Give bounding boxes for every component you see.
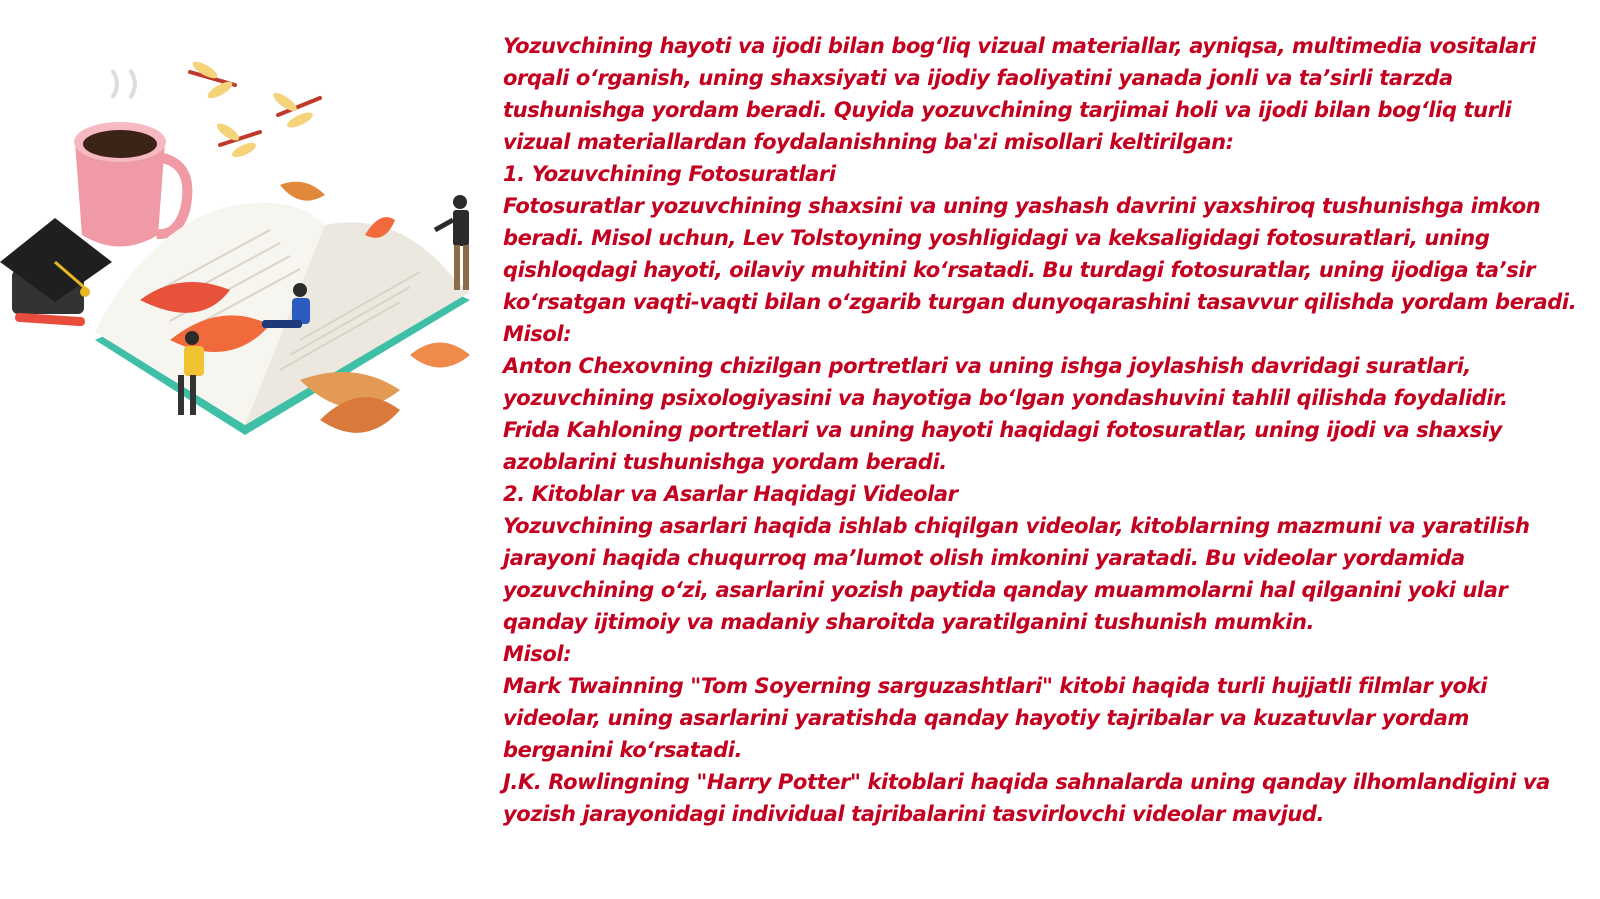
dragonfly-icon: [271, 90, 320, 131]
example-label: Misol:: [503, 642, 572, 666]
photos-paragraph: Fotosuratlar yozuvchining shaxsini va uning yashash davrini yaxshiroq tushunishga imkon beradi. Misol uchun, Lev Tolstoyning yoshligidagi va keksaligidagi fotosuratlari, uning qishloqdagi hayoti, oilaviy muhitini koʻrsatadi. Bu turdagi fotosuratlar, uning ijodiga taʼsir koʻrsatgan vaqti-vaqti bilan oʻzgarib turgan dunyoqarashini tasavvur qilishda yordam beradi.: [503, 194, 1577, 314]
example-rowling: J.K. Rowlingning "Harry Potter" kitoblari haqida sahnalarda uning qanday ilhomlandigini va yozish jarayonidagi individual tajribalarini tasvirlovchi videolar mavjud.: [503, 770, 1550, 826]
section-heading-videos: 2. Kitoblar va Asarlar Haqidagi Videolar: [503, 482, 958, 506]
slide-text: [503, 30, 1583, 830]
example-twain: Mark Twainning "Tom Soyerning sarguzashtlari" kitobi haqida turli hujjatli filmlar yoki videolar, uning asarlarini yaratishda qanday hayotiy tajribalar va kuzatuvlar yordam berganini koʻrsatadi.: [503, 674, 1488, 762]
section-heading-photos: 1. Yozuvchining Fotosuratlari: [503, 162, 836, 186]
open-book-reading-illustration: [0, 40, 490, 470]
intro-paragraph: Yozuvchining hayoti va ijodi bilan bogʻliq vizual materiallar, ayniqsa, multimedia vositalari orqali oʻrganish, uning shaxsiyati va ijodiy faoliyatini yanada jonli va taʼsirli tarzda tushunishga yordam beradi. Quyida yozuvchining tarjimai holi va ijodi bilan bogʻliq turli vizual materiallardan foydalanishning ba'zi misollari keltirilgan:: [503, 34, 1536, 154]
dragonfly-icon: [190, 59, 235, 102]
dragonfly-icon: [214, 120, 260, 160]
example-kahlo: Frida Kahloning portretlari va uning hayoti haqidagi fotosuratlar, uning ijodi va shaxsiy azoblarini tushunishga yordam beradi.: [503, 418, 1502, 474]
videos-paragraph: Yozuvchining asarlari haqida ishlab chiqilgan videolar, kitoblarning mazmuni va yaratilish jarayoni haqida chuqurroq maʼlumot olish imkonini yaratadi. Bu videolar yordamida yozuvchining oʻzi, asarlarini yozish paytida qanday muammolarni hal qilganini yoki ular qanday ijtimoiy va madaniy sharoitda yaratilganini tushunish mumkin.: [503, 514, 1530, 634]
coffee-mug-icon: [74, 70, 187, 247]
example-label: Misol:: [503, 322, 572, 346]
example-chekhov: Anton Chexovning chizilgan portretlari va uning ishga joylashish davridagi suratlari, yozuvchining psixologiyasini va hayotiga boʻlgan yondashuvini tahlil qilishda foydalidir.: [503, 354, 1508, 410]
